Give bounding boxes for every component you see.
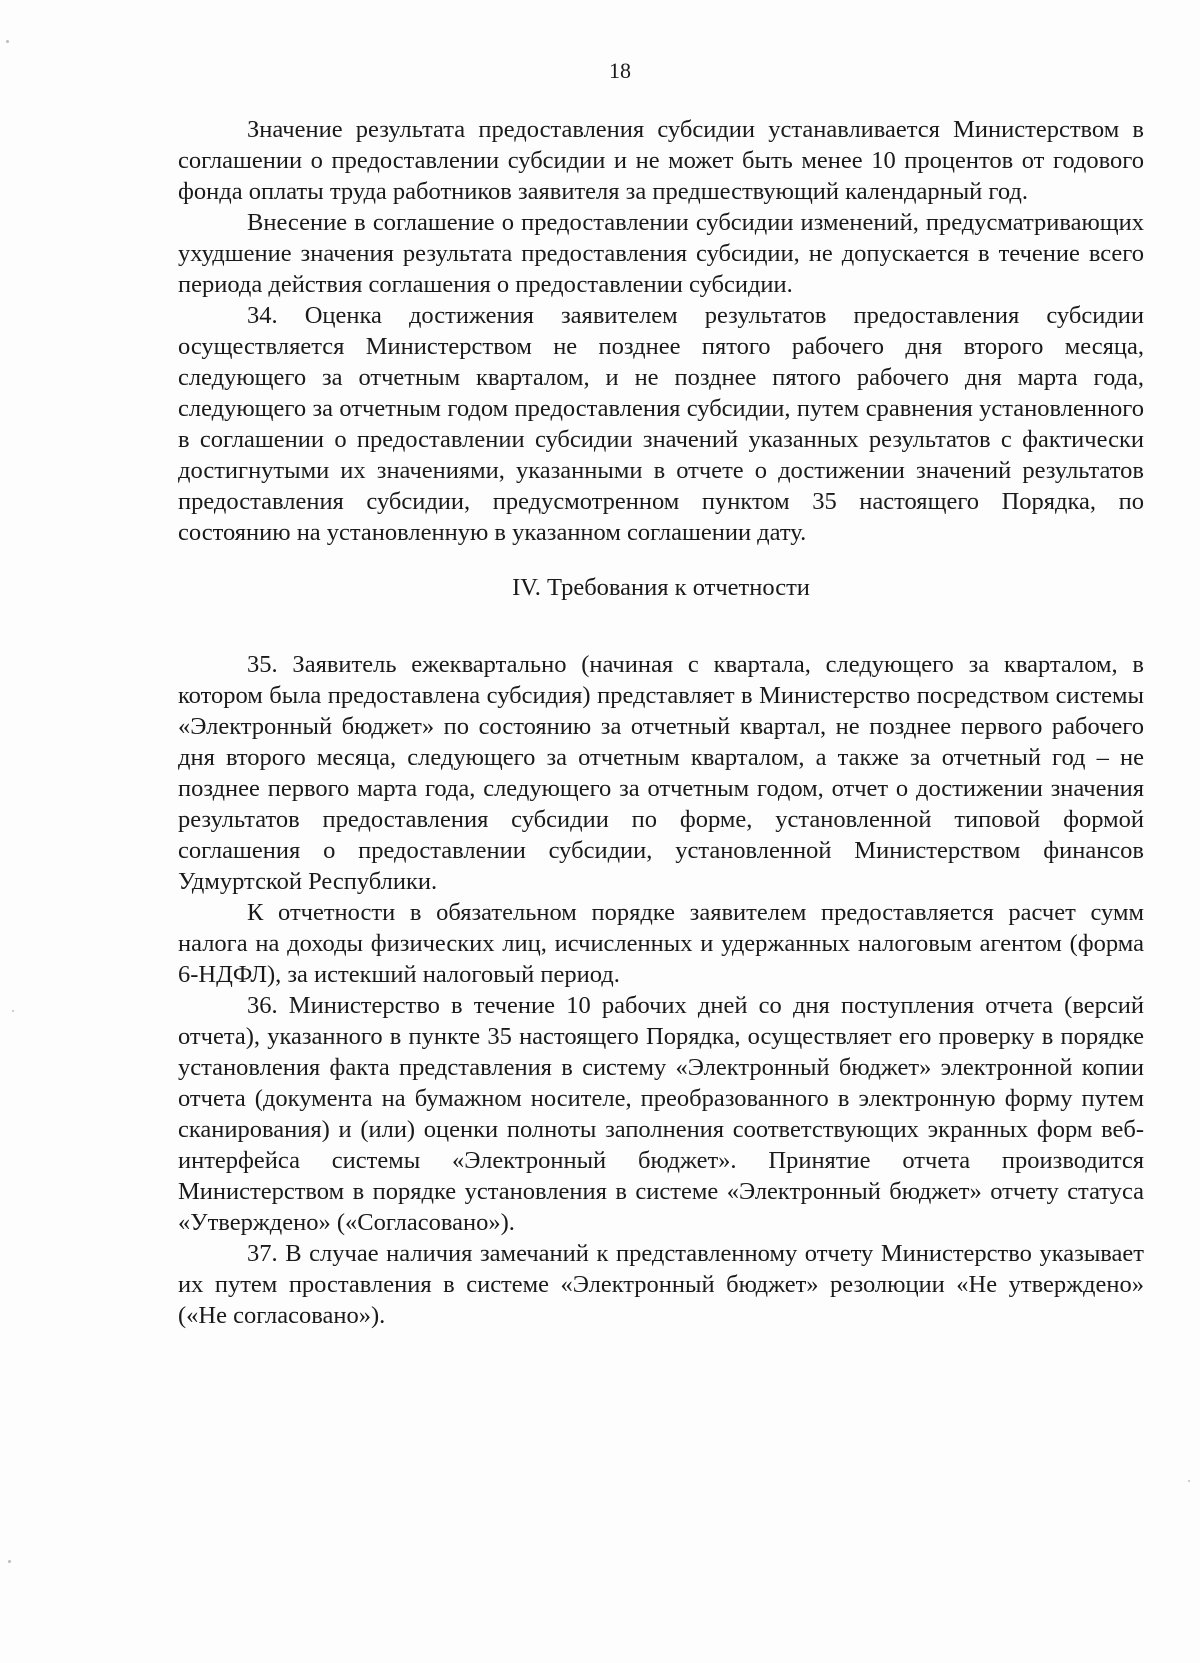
paragraph-36: 36. Министерство в течение 10 рабочих дней со дня поступления отчета (версий отчета), указанного в пункте 35 настоящего Порядка, осуществляет его проверку в порядке установления факта представления в систему «Электронный бюджет» электронной копии отчета (документа на бумажном носителе, преобразованного в электронную форму путем сканирования) и (или) оценки полноты заполнения соответствующих экранных форм веб-интерфейса системы «Электронный бюджет». Принятие отчета производится Министерством в порядке установления в системе «Электронный бюджет» отчету статуса «Утверждено» («Согласовано»). xyxy=(178,992,1144,1236)
paragraph-37: 37. В случае наличия замечаний к представленному отчету Министерство указывает их путем проставления в системе «Электронный бюджет» резолюции «Не утверждено» («Не согласовано»). xyxy=(178,1240,1144,1329)
paragraph-reporting-6ndfl: К отчетности в обязательном порядке заявителем предоставляется расчет сумм налога на доходы физических лиц, исчисленных и удержанных налоговым агентом (форма 6-НДФЛ), за истекший налоговый период. xyxy=(178,899,1144,988)
scan-speck xyxy=(8,1560,11,1563)
scan-speck xyxy=(1188,1480,1190,1482)
paragraph-35: 35. Заявитель ежеквартально (начиная с квартала, следующего за кварталом, в котором была предоставлена субсидия) представляет в Министерство посредством системы «Электронный бюджет» по состоянию за отчетный квартал, не позднее первого рабочего дня второго месяца, следующего за отчетным кварталом, а также за отчетный год – не позднее первого марта года, следующего за отчетным годом, отчет о достижении значения результатов предоставления субсидии по форме, установленной типовой формой соглашения о предоставлении субсидии, установленной Министерством финансов Удмуртской Республики. xyxy=(178,651,1144,895)
scan-speck xyxy=(12,1010,14,1012)
paragraph-result-value: Значение результата предоставления субсидии устанавливается Министерством в соглашении о предоставлении субсидии и не может быть менее 10 процентов от годового фонда оплаты труда работников заявителя за предшествующий календарный год. xyxy=(178,116,1144,205)
document-body xyxy=(178,114,1144,1331)
page-number: 18 xyxy=(609,58,631,83)
scan-speck xyxy=(6,40,9,43)
paragraph-34: 34. Оценка достижения заявителем результатов предоставления субсидии осуществляется Министерством не позднее пятого рабочего дня второго месяца, следующего за отчетным кварталом, и не позднее пятого рабочего дня марта года, следующего за отчетным годом предоставления субсидии, путем сравнения установленного в соглашении о предоставлении субсидии значений указанных результатов с фактически достигнутыми их значениями, указанными в отчете о достижении значений результатов предоставления субсидии, предусмотренном пунктом 35 настоящего Порядка, по состоянию на установленную в указанном соглашении дату. xyxy=(178,302,1144,546)
section-heading: IV. Требования к отчетности xyxy=(512,574,810,601)
paragraph-agreement-changes: Внесение в соглашение о предоставлении субсидии изменений, предусматривающих ухудшение значения результата предоставления субсидии, не допускается в течение всего периода действия соглашения о предоставлении субсидии. xyxy=(178,209,1144,298)
